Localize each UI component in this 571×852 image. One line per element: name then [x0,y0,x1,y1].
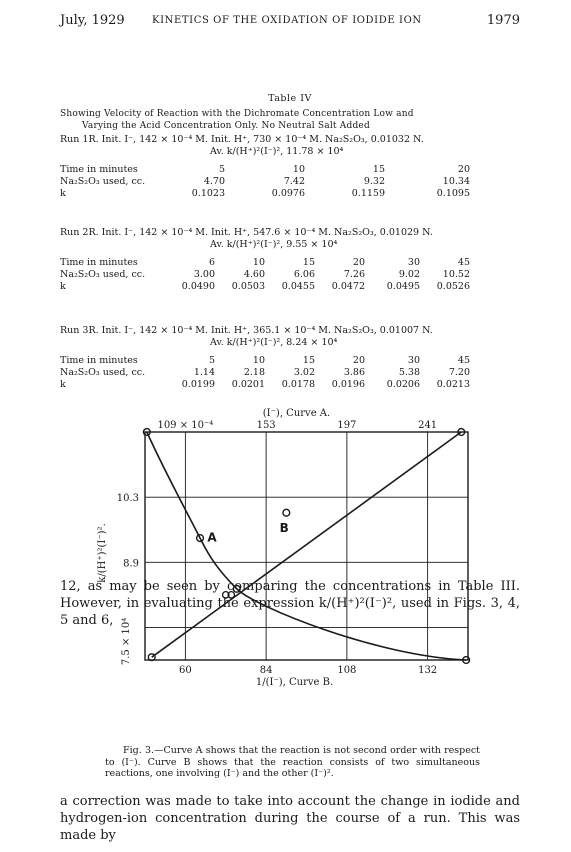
header-title: KINETICS OF THE OXIDATION OF IODIDE ION [152,15,422,26]
table-cell: 20 [352,257,365,268]
x-tick-label: 60 [179,665,192,676]
top-tick-label: 241 [418,420,438,431]
table-cell: 2.18 [243,367,265,378]
run-init-conditions: Run 1R. Init. I⁻, 142 × 10⁻⁴ M. Init. H⁺, 730 × 10⁻⁴ M. Na₂S₂O₃, 0.01032 N. [60,134,424,145]
row-label: Time in minutes [60,355,138,366]
body-paragraph-2: a correction was made to take into account the change in iodide and hydrogen-ion concentration during the course of a run. This was made by [60,794,520,843]
row-label: Time in minutes [60,257,138,268]
row-label: Time in minutes [60,164,138,175]
table-cell: 3.02 [293,367,315,378]
table-cell: 10 [292,164,305,175]
table-cell: 10 [252,355,265,366]
top-tick-label: 109 × 10⁻⁴ [157,420,214,431]
table-cell: 4.70 [203,176,225,187]
figure-3-chart [60,0,520,852]
table-title-line-1: Showing Velocity of Reaction with the Dichromate Concentration Low and [60,109,414,119]
table-cell: 3.00 [193,269,215,280]
table-cell: 0.0495 [386,281,420,292]
top-tick-label: 153 [256,420,276,431]
table-cell: 45 [457,355,470,366]
table-cell: 5 [218,164,225,175]
curve-a-label: A [207,530,217,545]
top-tick-label: 197 [337,420,357,431]
table-cell: 15 [302,355,315,366]
run-init-conditions: Run 2R. Init. I⁻, 142 × 10⁻⁴ M. Init. H⁺, 547.6 × 10⁻⁴ M. Na₂S₂O₃, 0.01029 N. [60,227,433,238]
table-cell: 0.0490 [181,281,215,292]
table-cell: 30 [407,355,420,366]
table-cell: 7.26 [343,269,365,280]
table-cell: 45 [457,257,470,268]
run-average: Av. k/(H⁺)²(I⁻)², 9.55 × 10⁴ [210,239,338,250]
table-cell: 10.34 [442,176,470,187]
run-average: Av. k/(H⁺)²(I⁻)², 8.24 × 10⁴ [210,337,338,348]
page-number: 1979 [486,13,520,28]
row-label: Na₂S₂O₃ used, cc. [60,176,146,187]
table-cell: 10 [252,257,265,268]
table-cell: 0.0178 [281,379,315,390]
table-cell: 0.0199 [181,379,215,390]
row-label: Na₂S₂O₃ used, cc. [60,367,146,378]
run-init-conditions: Run 3R. Init. I⁻, 142 × 10⁻⁴ M. Init. H⁺, 365.1 × 10⁻⁴ M. Na₂S₂O₃, 0.01007 N. [60,325,433,336]
table-cell: 7.42 [283,176,305,187]
row-label: k [60,188,66,199]
table-cell: 15 [372,164,385,175]
table-caption: Table IV [268,93,312,104]
body-paragraph-1: 12, as may be seen by comparing the concentrations in Table III. However, in evaluating the expression k/(H⁺)²(I⁻)², used in Figs. 3, 4, 5 and 6, [60,579,520,628]
x-tick-label: 132 [418,665,438,676]
table-cell: 0.1023 [191,188,225,199]
table-cell: 4.60 [243,269,265,280]
row-label: Na₂S₂O₃ used, cc. [60,269,146,280]
table-cell: 1.14 [193,367,215,378]
row-label: k [60,379,66,390]
table-title-line-2: Varying the Acid Concentration Only. No Neutral Salt Added [82,121,370,131]
table-cell: 5.38 [398,367,420,378]
row-label: k [60,281,66,292]
table-cell: 20 [457,164,470,175]
y-axis-label: k/(H⁺)²(I⁻)². [97,523,108,583]
run-average: Av. k/(H⁺)²(I⁻)², 11.78 × 10⁴ [210,146,344,157]
table-cell: 0.0213 [436,379,470,390]
table-cell: 0.1159 [351,188,385,199]
top-axis-label: (I⁻), Curve A. [262,408,331,419]
x-tick-label: 108 [337,665,357,676]
plot-frame [145,432,468,660]
table-cell: 6.06 [293,269,315,280]
table-cell: 20 [352,355,365,366]
table-cell: 5 [208,355,215,366]
table-cell: 0.0455 [281,281,315,292]
table-cell: 0.0201 [231,379,265,390]
y-tick-label: 7.5 × 10⁴ [121,617,132,666]
table-cell: 15 [302,257,315,268]
table-cell: 6 [208,257,215,268]
curve-b-point [283,509,290,516]
y-tick-label: 10.3 [116,493,139,505]
y-tick-label: 8.9 [123,558,139,570]
curve-b-label: B [279,521,289,536]
table-cell: 0.0526 [436,281,470,292]
table-cell: 0.0196 [331,379,365,390]
table-cell: 3.86 [343,367,365,378]
table-cell: 7.20 [448,367,470,378]
table-cell: 0.0206 [386,379,420,390]
table-cell: 10.52 [442,269,470,280]
table-cell: 0.0472 [331,281,365,292]
x-tick-label: 84 [259,665,273,676]
figure-caption-text: Fig. 3.—Curve A shows that the reaction is not second order with respect to (I⁻). Curve B shows that the reaction consists of two simultaneous reactions, one involving (I⁻) and the other (I⁻)². [105,745,480,779]
table-cell: 30 [407,257,420,268]
table-cell: 0.0976 [271,188,305,199]
table-cell: 0.0503 [231,281,265,292]
bottom-axis-label: 1/(I⁻), Curve B. [255,677,334,688]
table-cell: 9.02 [398,269,420,280]
table-cell: 9.32 [363,176,385,187]
header-date: July, 1929 [60,13,125,28]
figure-caption [105,745,480,780]
table-cell: 0.1095 [436,188,470,199]
